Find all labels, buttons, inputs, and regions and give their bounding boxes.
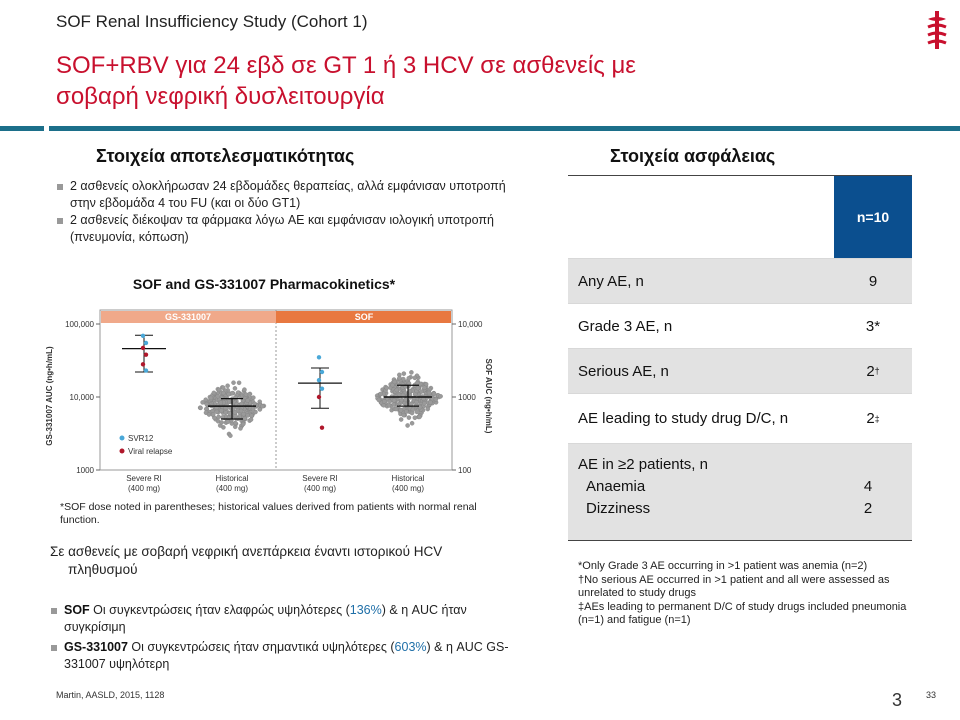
historical-point (392, 402, 396, 406)
historical-point (226, 420, 230, 424)
y-tick-label-right: 100 (458, 466, 472, 475)
study-subtitle: SOF Renal Insufficiency Study (Cohort 1) (56, 12, 368, 31)
historical-point (251, 396, 255, 400)
safety-value: 2 (866, 410, 875, 427)
finding-gs331007 (50, 639, 510, 673)
historical-point (419, 389, 423, 393)
historical-point (387, 403, 391, 407)
historical-point (382, 399, 386, 403)
legend-marker (120, 436, 125, 441)
safety-footnote: *Only Grade 3 AE occurring in >1 patient was anemia (n=2) (578, 560, 868, 572)
slide-title-line-1: SOF+RBV για 24 εβδ σε GT 1 ή 3 HCV σε ασθενείς με (56, 52, 636, 79)
finding-text: Οι συγκεντρώσεις ήταν ελαφρώς υψηλότερες ( (89, 603, 350, 617)
historical-point (397, 376, 401, 380)
efficacy-bullet: 2 ασθενείς διέκοψαν τα φάρμακα λόγω AE και εμφάνισαν ιολογική υποτροπή (πνευμονία, κόπωση) (56, 212, 516, 246)
historical-point (239, 409, 243, 413)
historical-point (251, 407, 255, 411)
table-row (568, 303, 912, 348)
legend-label: SVR12 (128, 434, 154, 443)
historical-point (415, 381, 419, 385)
safety-footnote: ‡AEs leading to permanent D/C of study drugs included pneumonia (n=1) and fatigue (n=1) (578, 600, 907, 626)
data-point (144, 368, 148, 372)
data-point (144, 352, 148, 356)
page-number: 33 (926, 690, 937, 700)
historical-point (385, 386, 389, 390)
summary-line-2: πληθυσμού (68, 562, 138, 577)
slide-number: 3 (892, 690, 903, 710)
historical-point (228, 411, 232, 415)
historical-point (434, 397, 438, 401)
historical-point (404, 409, 408, 413)
efficacy-title: Στοιχεία αποτελεσματικότητας (96, 146, 355, 166)
historical-point (238, 426, 242, 430)
finding-percent: 136% (349, 603, 382, 617)
x-tick-label: (400 mg) (127, 484, 161, 493)
historical-point (405, 423, 409, 427)
historical-point (243, 416, 247, 420)
historical-point (395, 388, 399, 392)
historical-point (432, 392, 436, 396)
x-tick-label: Severe RI (126, 474, 162, 483)
safety-value-cell (834, 349, 912, 393)
historical-point (240, 402, 244, 406)
safety-multi-row (568, 444, 912, 520)
safety-sublabel: Anaemia (586, 478, 646, 495)
table-row (568, 393, 912, 443)
y-axis-label-right: SOF AUC (ng•h/mL) (484, 358, 493, 434)
efficacy-bullet: 2 ασθενείς ολοκλήρωσαν 24 εβδομάδες θεραπείας, αλλά εμφάνισαν υποτροπή στην εβδομάδα 4 του FU (και οι δύο GT1) (56, 178, 516, 212)
y-tick-label-right: 10,000 (458, 320, 483, 329)
historical-point (212, 391, 216, 395)
data-point (141, 334, 145, 338)
historical-point (410, 411, 414, 415)
safety-value: 9 (868, 272, 878, 290)
x-tick-label: (400 mg) (303, 484, 337, 493)
historical-point (427, 391, 431, 395)
historical-point (428, 400, 432, 404)
legend-label: Viral relapse (128, 447, 173, 456)
safety-value: 3* (865, 317, 881, 335)
historical-point (233, 410, 237, 414)
historical-point (409, 370, 413, 374)
finding-drug: SOF (64, 603, 90, 617)
historical-point (402, 413, 406, 417)
historical-point (260, 404, 264, 408)
table-row (568, 348, 912, 393)
historical-point (413, 376, 417, 380)
safety-label: Serious AE, n (578, 362, 669, 380)
historical-point (394, 407, 398, 411)
safety-subvalue: 2 (863, 500, 873, 517)
data-point (141, 346, 145, 350)
finding-percent: 603% (394, 640, 427, 654)
historical-point (253, 402, 257, 406)
x-tick-label: (400 mg) (391, 484, 425, 493)
safety-value: 2 (866, 362, 875, 380)
x-tick-label: Severe RI (302, 474, 338, 483)
historical-point (224, 410, 228, 414)
safety-label: Grade 3 AE, n (578, 317, 673, 335)
safety-header-row (568, 175, 912, 258)
safety-header-empty (568, 176, 834, 258)
historical-point (221, 391, 225, 395)
historical-point (226, 384, 230, 388)
historical-point (215, 410, 219, 414)
historical-point (399, 417, 403, 421)
finding-text: ) & η AUC GS-331007 υψηλότερη (64, 640, 509, 671)
safety-title: Στοιχεία ασφάλειας (610, 146, 776, 166)
historical-point (231, 381, 235, 385)
historical-point (233, 421, 237, 425)
historical-point (382, 403, 386, 407)
data-point (320, 386, 324, 390)
historical-point (414, 400, 418, 404)
historical-point (233, 386, 237, 390)
historical-point (216, 415, 220, 419)
slide-title-line-2: σοβαρή νεφρική δυσλειτουργία (56, 83, 385, 110)
y-tick-label-right: 1000 (458, 393, 476, 402)
data-point (317, 378, 321, 382)
historical-point (211, 412, 215, 416)
safety-column-header: n=10 (834, 176, 912, 258)
data-point (317, 355, 321, 359)
x-tick-label: (400 mg) (215, 484, 249, 493)
data-point (141, 362, 145, 366)
safety-footnotes (578, 560, 918, 628)
historical-point (379, 392, 383, 396)
safety-subrow (578, 476, 902, 498)
historical-point (241, 422, 245, 426)
chart-footnote: *SOF dose noted in parentheses; historical values derived from patients with normal renal function. (60, 501, 477, 526)
efficacy-bullets (56, 178, 516, 246)
table-row (568, 443, 912, 541)
historical-point (422, 401, 426, 405)
data-point (320, 425, 324, 429)
x-tick-label: Historical (215, 474, 249, 483)
historical-point (246, 399, 250, 403)
header-rule-left (0, 126, 44, 131)
safety-sublabel: Dizziness (586, 500, 651, 517)
historical-point (400, 398, 404, 402)
historical-point (237, 381, 241, 385)
finding-text: Οι συγκεντρώσεις ήταν σημαντικά υψηλότερες ( (127, 640, 395, 654)
historical-point (377, 398, 381, 402)
safety-table (568, 175, 912, 541)
finding-sof (50, 602, 510, 636)
historical-point (207, 412, 211, 416)
y-axis-label-left: GS-331007 AUC (ng•h/mL) (45, 346, 54, 446)
safety-label: AE in ≥2 patients, n (578, 456, 708, 473)
historical-point (216, 394, 220, 398)
historical-point (407, 415, 411, 419)
data-point (144, 341, 148, 345)
historical-point (217, 388, 221, 392)
summary-line-1: Σε ασθενείς με σοβαρή νεφρική ανεπάρκεια έναντι ιστορικού HCV (50, 544, 443, 559)
historical-point (249, 417, 253, 421)
safety-footnote-mark: ‡ (874, 413, 880, 424)
historical-point (402, 372, 406, 376)
historical-point (220, 420, 224, 424)
historical-point (417, 415, 421, 419)
safety-label: AE leading to study drug D/C, n (578, 410, 789, 427)
historical-point (219, 401, 223, 405)
historical-point (250, 414, 254, 418)
historical-point (407, 376, 411, 380)
historical-point (393, 380, 397, 384)
data-point (317, 395, 321, 399)
safety-subvalue: 4 (863, 478, 873, 495)
y-tick-label-left: 10,000 (69, 393, 94, 402)
finding-text: ) & η AUC ήταν συγκρίσιμη (64, 603, 467, 634)
historical-point (413, 416, 417, 420)
historical-point (242, 388, 246, 392)
table-row (568, 258, 912, 303)
historical-point (219, 408, 223, 412)
panel-header-label: GS-331007 (164, 312, 212, 322)
y-tick-label-left: 1000 (76, 466, 94, 475)
header-rule-right (49, 126, 960, 131)
historical-point (416, 386, 420, 390)
historical-point (422, 386, 426, 390)
summary-intro (50, 543, 510, 579)
slide-title (56, 50, 896, 112)
historical-point (244, 392, 248, 396)
historical-point (198, 406, 202, 410)
panel-header-label: SOF (354, 312, 374, 322)
historical-point (221, 385, 225, 389)
historical-point (401, 382, 405, 386)
caduceus-logo-icon (922, 10, 952, 50)
safety-footnote-mark: † (874, 366, 880, 376)
historical-point (201, 400, 205, 404)
historical-point (410, 421, 414, 425)
y-tick-label-left: 100,000 (65, 320, 94, 329)
safety-label: Any AE, n (578, 272, 644, 290)
historical-point (227, 392, 231, 396)
finding-drug: GS-331007 (64, 640, 128, 654)
historical-point (426, 407, 430, 411)
citation: Martin, AASLD, 2015, 1128 (56, 690, 165, 700)
data-point (320, 370, 324, 374)
historical-point (392, 398, 396, 402)
safety-value-cell (834, 394, 912, 443)
historical-point (399, 408, 403, 412)
safety-subrow (578, 498, 902, 520)
historical-point (209, 396, 213, 400)
historical-point (439, 394, 443, 398)
key-findings (50, 602, 510, 676)
historical-point (415, 410, 419, 414)
historical-point (228, 434, 232, 438)
pk-chart (40, 296, 496, 501)
legend-marker (120, 449, 125, 454)
pk-chart-title: SOF and GS-331007 Pharmacokinetics* (132, 276, 396, 292)
x-tick-label: Historical (391, 474, 425, 483)
safety-footnote: †No serious AE occurred in >1 patient and all were assessed as unrelated to study drugs (578, 573, 890, 599)
